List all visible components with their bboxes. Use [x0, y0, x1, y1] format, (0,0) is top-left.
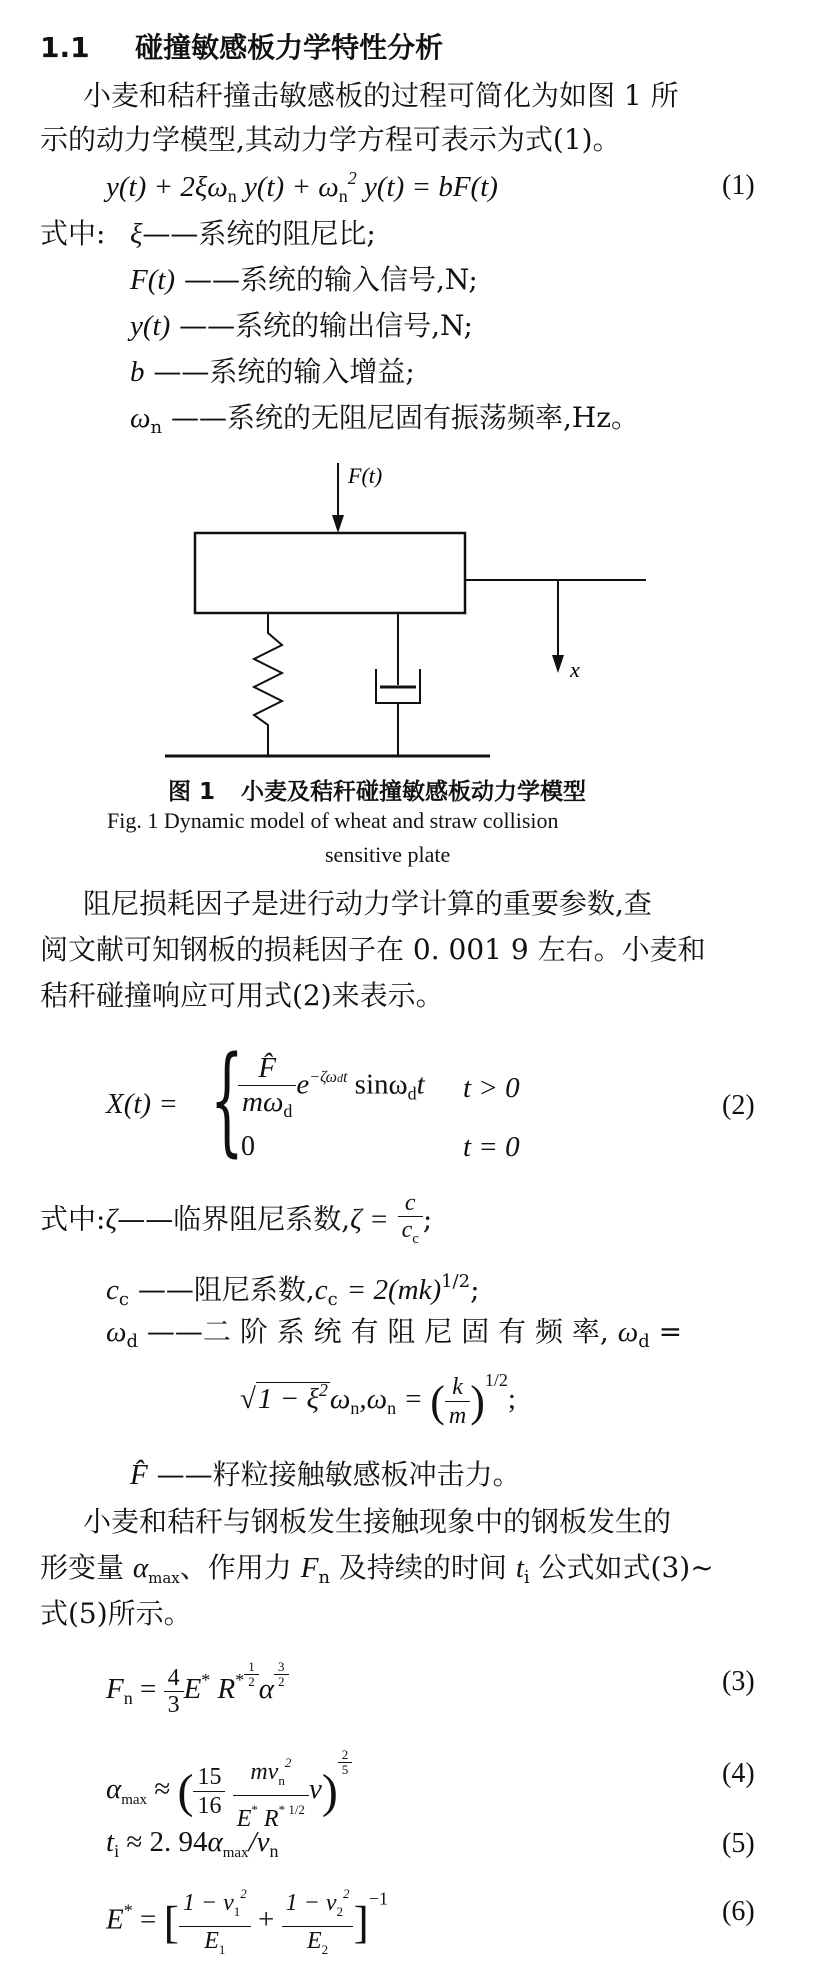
equation-2-brace: { [210, 1030, 244, 1168]
section-number: 1.1 [40, 31, 90, 64]
equation-2-cond2: t = 0 [463, 1131, 520, 1163]
equation-5-tag: (5) [722, 1828, 755, 1859]
equation-4-tag: (4) [722, 1758, 755, 1789]
figure-caption-cn: 图 1 小麦及秸秆碰撞敏感板动力学模型 [168, 779, 587, 805]
figure-caption-en-line1: Fig. 1 Dynamic model of wheat and straw collision [107, 808, 559, 833]
para1-line2: 示的动力学模型,其动力学方程可表示为式(1)。 [40, 123, 621, 156]
equation-3-tag: (3) [722, 1666, 755, 1697]
para2-line2: 阅文献可知钢板的损耗因子在 0. 001 9 左右。小麦和 [40, 933, 706, 966]
equation-2-lhs: X(t) = [106, 1088, 178, 1120]
section-heading [40, 26, 443, 66]
where1-prefix: 式中: [40, 217, 106, 250]
where1-item-ft: F(t) ——系统的输入信号,N; [130, 263, 478, 296]
where1-item-xi: ξ——系统的阻尼比; [130, 217, 376, 250]
force-arrow-head [332, 515, 344, 533]
equation-3: $F_n$ = $\frac{4}{3}$ E* R* $\frac{1}{2}$ α $\frac{3}{2}$ [106, 1660, 289, 1718]
where2-wd-line2: $√1 - \xi^2\omega_n,\omega_n$ = ( $\frac{k}{m}$ )$^{1/2}$; [240, 1370, 516, 1429]
equation-2-case2: 0 [241, 1131, 255, 1162]
where2-zeta: 式中:ζ——临界阻尼系数,ζ = $\frac{c}{c_c}$ ; [40, 1190, 433, 1247]
para1-line1: 小麦和秸秆撞击敏感板的过程可简化为如图 1 所 [83, 79, 679, 112]
x-label: x [570, 657, 580, 682]
equation-2-case1: $\frac{F̂}{m\omega_d}$ $e^{-\zeta\omega dt}$ sinω$_d$t [238, 1052, 425, 1122]
equation-4: $\alpha_{max}$ ≈ ( $\frac{15}{16}$ $\frac{mv_n^2}{E^* R^{* 1/2}}$ v) $\frac{2}{5}$ [106, 1748, 352, 1833]
dynamic-model-diagram [150, 455, 660, 765]
mass-block [195, 533, 465, 613]
para3-line3: 式(5)所示。 [40, 1597, 192, 1630]
figure-caption-en-line2: sensitive plate [325, 842, 451, 867]
equation-1: $y(t) + 2\xi\omega_n$ $y(t) + \omega_n^2$ y(t) = bF(t) [106, 168, 498, 206]
where1-item-b: b ——系统的输入增益; [130, 355, 415, 388]
where1-item-wn: $\omega_n$ ——系统的无阻尼固有振荡频率,Hz。 [130, 401, 640, 438]
section-title: 碰撞敏感板力学特性分析 [135, 31, 444, 64]
x-arrow-head [552, 655, 564, 673]
para3-line2: 形变量 $\alpha_{max}$、作用力 $F_n$ 及持续的时间 $t_i$ 公式如式(3)~ [40, 1551, 714, 1588]
equation-6-tag: (6) [722, 1896, 755, 1927]
equation-5: $t_i \approx 2$. $94\alpha_{max}/v_n$ [106, 1826, 279, 1861]
where2-fhat: F̂ ——籽粒接触敏感板冲击力。 [130, 1458, 521, 1491]
equation-6: E* = [ $\frac{1 - v_1^2}{E_1}$ + $\frac{1 - v_2^2}{E_2}$ ]$^{-1}$ [106, 1880, 388, 1964]
equation-2-cond1: t > 0 [463, 1072, 520, 1104]
where2-cc: $c_c$ ——阻尼系数$,c_c = 2(mk)^{1/2}$; [106, 1271, 480, 1310]
para2-line3: 秸秆碰撞响应可用式(2)来表示。 [40, 979, 444, 1012]
force-label: F(t) [348, 463, 383, 488]
spring [254, 613, 282, 755]
para2-line1: 阻尼损耗因子是进行动力学计算的重要参数,查 [83, 887, 652, 920]
equation-2-tag: (2) [722, 1090, 755, 1121]
equation-1-tag: (1) [722, 170, 755, 201]
para3-line1: 小麦和秸秆与钢板发生接触现象中的钢板发生的 [83, 1505, 672, 1538]
where1-item-yt: y(t) ——系统的输出信号,N; [130, 309, 473, 342]
where2-wd: $\omega_d$ ——二 阶 系 统 有 阻 尼 固 有 频 率, $\omega_d$ = [106, 1315, 683, 1352]
